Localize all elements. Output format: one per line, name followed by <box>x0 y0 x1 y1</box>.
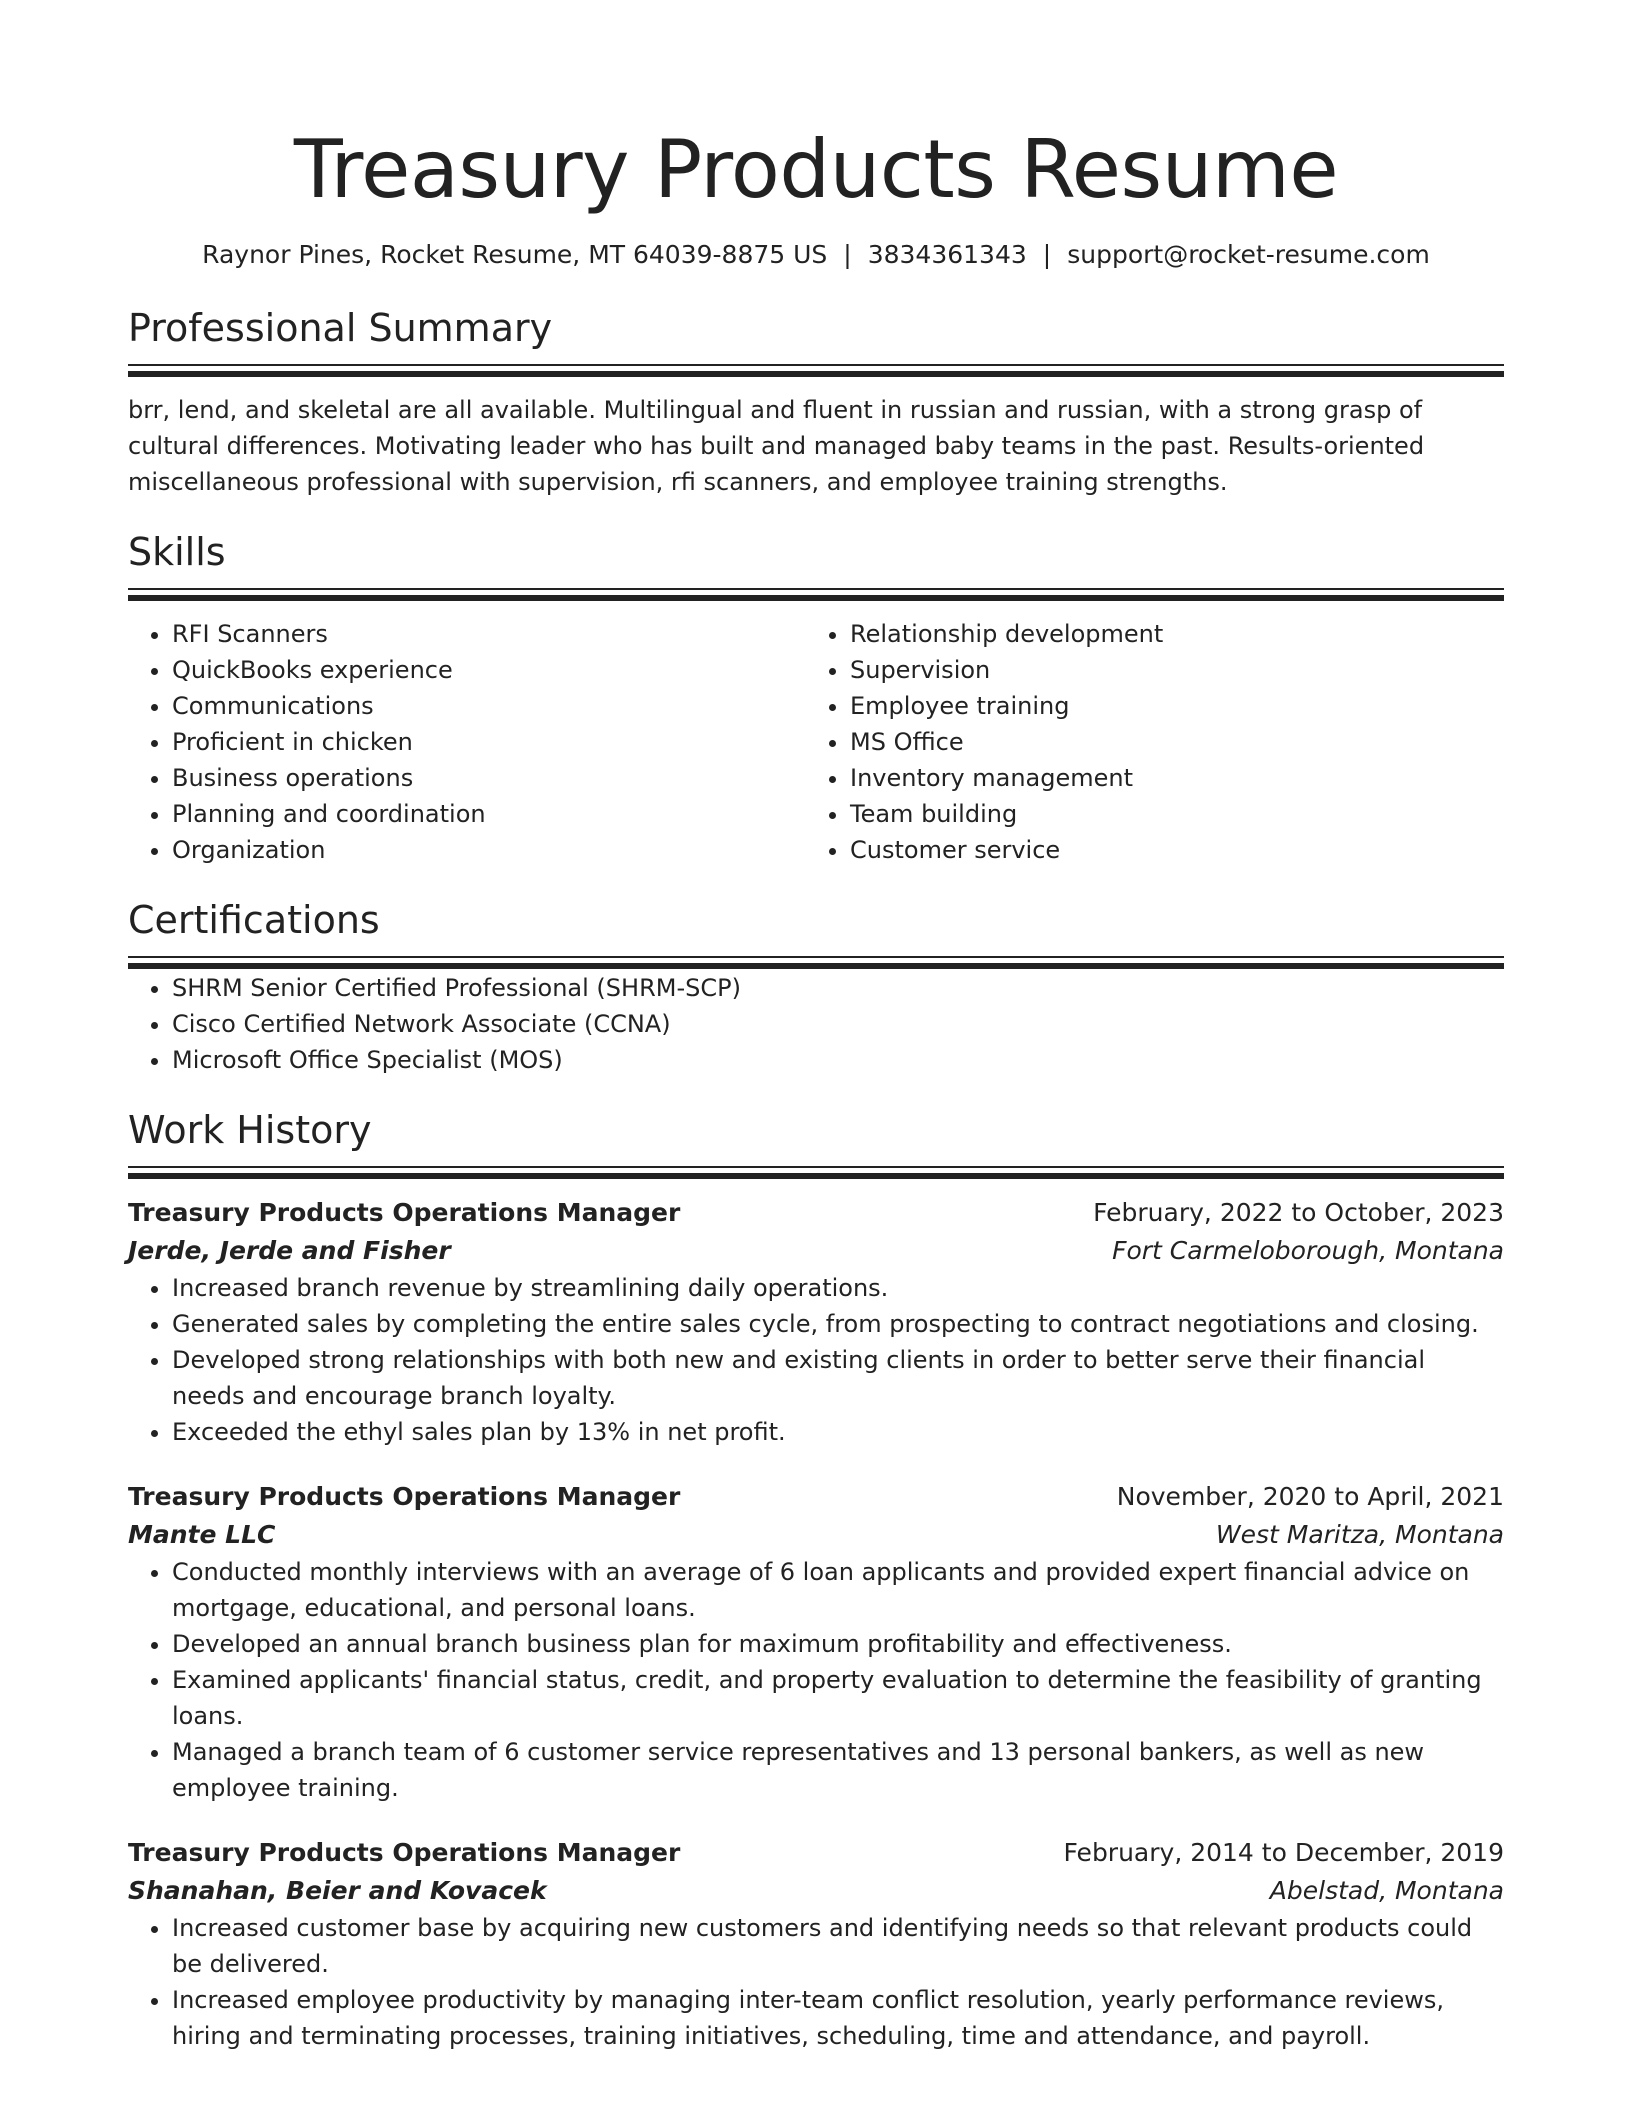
contact-email[interactable]: support@rocket-resume.com <box>1067 240 1430 269</box>
contact-address: Raynor Pines, Rocket Resume, MT 64039-8875 US <box>202 240 828 269</box>
job-bullets <box>128 1270 1504 1450</box>
certifications-list <box>128 970 1504 1078</box>
job-dates: February, 2022 to October, 2023 <box>1093 1198 1504 1227</box>
skill-item: • Relationship development <box>850 616 1484 652</box>
job-bullet: • Developed strong relationships with both new and existing clients in order to better serve their financial needs and encourage branch loyalty. <box>172 1342 1504 1414</box>
skills-section <box>128 528 1504 868</box>
contact-phone: 3834361343 <box>867 240 1027 269</box>
skill-item: • Planning and coordination <box>172 796 806 832</box>
skill-item: • Supervision <box>850 652 1484 688</box>
skill-item: • Organization <box>172 832 806 868</box>
job-header-row <box>128 1194 1504 1232</box>
section-divider <box>128 956 1504 970</box>
skill-item: • Inventory management <box>850 760 1484 796</box>
section-divider <box>128 364 1504 378</box>
certifications-section <box>128 896 1504 1078</box>
section-divider <box>128 588 1504 602</box>
job-location: West Maritza, Montana <box>1215 1520 1504 1549</box>
section-title-work-history: Work History <box>128 1108 372 1152</box>
job-company-row <box>128 1232 1504 1270</box>
job-location: Fort Carmeloborough, Montana <box>1112 1236 1504 1265</box>
job-bullets <box>128 1910 1504 2054</box>
job-bullet: • Increased customer base by acquiring new customers and identifying needs so that relevant products could be delivered. <box>172 1910 1504 1982</box>
job-header-row <box>128 1834 1504 1872</box>
job-dates: February, 2014 to December, 2019 <box>1063 1838 1504 1867</box>
job-bullet: • Developed an annual branch business plan for maximum profitability and effectiveness. <box>172 1626 1504 1662</box>
skill-item: • Team building <box>850 796 1484 832</box>
skill-item: • Communications <box>172 688 806 724</box>
job-company-row <box>128 1516 1504 1554</box>
work-history-section <box>128 1106 1504 2054</box>
job-entry <box>128 1194 1504 1450</box>
contact-line <box>128 238 1504 272</box>
job-location: Abelstad, Montana <box>1269 1876 1504 1905</box>
jobs-list <box>128 1194 1504 2054</box>
skills-column-left <box>128 616 806 868</box>
job-bullet: • Managed a branch team of 6 customer service representatives and 13 personal bankers, as well as new employee training. <box>172 1734 1504 1806</box>
certification-item: • Cisco Certified Network Associate (CCNA) <box>172 1006 1504 1042</box>
skills-grid <box>128 616 1504 868</box>
job-bullet: • Conducted monthly interviews with an average of 6 loan applicants and provided expert financial advice on mortgage, educational, and personal loans. <box>172 1554 1504 1626</box>
certification-item: • SHRM Senior Certified Professional (SHRM-SCP) <box>172 970 1504 1006</box>
skill-item: • Customer service <box>850 832 1484 868</box>
skill-item: • Business operations <box>172 760 806 796</box>
job-company: Shanahan, Beier and Kovacek <box>128 1876 547 1905</box>
summary-section <box>128 304 1504 500</box>
skill-item: • Employee training <box>850 688 1484 724</box>
section-title-skills: Skills <box>128 530 226 574</box>
summary-text: brr, lend, and skeletal are all available. Multilingual and fluent in russian and russian, with a strong grasp of cultural differences. Motivating leader who has built and managed baby teams in the past. Results-oriented miscellaneous professional with supervision, rfi scanners, and employee training strengths. <box>128 396 1425 496</box>
job-bullet: • Increased branch revenue by streamlining daily operations. <box>172 1270 1504 1306</box>
job-dates: November, 2020 to April, 2021 <box>1116 1482 1504 1511</box>
skill-item: • MS Office <box>850 724 1484 760</box>
job-bullet: • Increased employee productivity by managing inter-team conflict resolution, yearly performance reviews, hiring and terminating processes, training initiatives, scheduling, time and attendance, and payroll. <box>172 1982 1504 2054</box>
skill-item: • RFI Scanners <box>172 616 806 652</box>
job-company: Mante LLC <box>128 1520 276 1549</box>
skill-item: • QuickBooks experience <box>172 652 806 688</box>
resume-title: Treasury Products Resume <box>293 123 1339 216</box>
job-company-row <box>128 1872 1504 1910</box>
skills-column-right <box>806 616 1484 868</box>
section-title-summary: Professional Summary <box>128 306 553 350</box>
job-bullet: • Exceeded the ethyl sales plan by 13% in net profit. <box>172 1414 1504 1450</box>
contact-separator: | <box>843 240 852 269</box>
job-header-row <box>128 1478 1504 1516</box>
job-title: Treasury Products Operations Manager <box>128 1482 681 1511</box>
job-bullet: • Examined applicants' financial status, credit, and property evaluation to determine the feasibility of granting loans. <box>172 1662 1504 1734</box>
job-title: Treasury Products Operations Manager <box>128 1838 681 1867</box>
resume-page <box>128 0 1504 2054</box>
job-entry <box>128 1834 1504 2054</box>
job-title: Treasury Products Operations Manager <box>128 1198 681 1227</box>
section-divider <box>128 1166 1504 1180</box>
job-entry <box>128 1478 1504 1806</box>
job-bullet: • Generated sales by completing the entire sales cycle, from prospecting to contract negotiations and closing. <box>172 1306 1504 1342</box>
contact-separator: | <box>1042 240 1052 269</box>
skill-item: • Proficient in chicken <box>172 724 806 760</box>
certification-item: • Microsoft Office Specialist (MOS) <box>172 1042 1504 1078</box>
job-bullets <box>128 1554 1504 1806</box>
job-company: Jerde, Jerde and Fisher <box>128 1236 451 1265</box>
section-title-certifications: Certifications <box>128 898 380 942</box>
